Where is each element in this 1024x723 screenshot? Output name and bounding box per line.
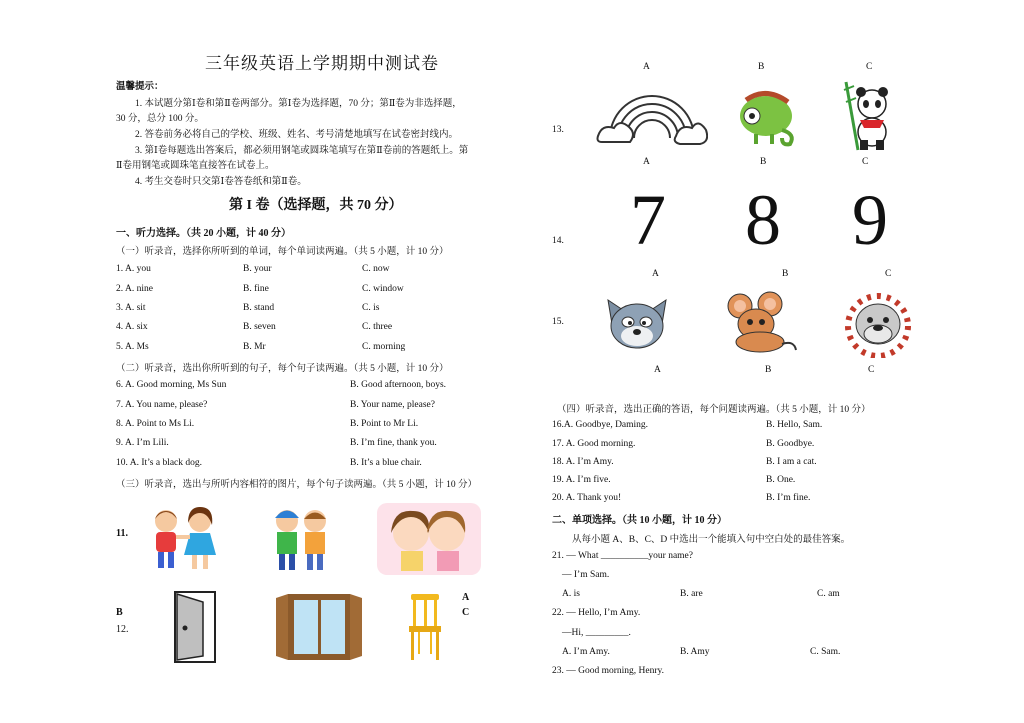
digit-nine: 9 <box>852 180 888 260</box>
option-a: 20. A. Thank you! <box>552 493 622 503</box>
option-b: B. Amy <box>680 647 710 657</box>
option-a: 3. A. sit <box>116 303 146 313</box>
option-a: 16.A. Goodbye, Daming. <box>552 420 649 430</box>
option-b: B. seven <box>243 322 276 332</box>
question-number: 12. <box>116 624 129 635</box>
page-title: 三年级英语上学期期中测试卷 <box>205 54 439 73</box>
option-b: B. Good afternoon, boys. <box>350 380 447 390</box>
option-a: 10. A. It’s a black dog. <box>116 458 203 468</box>
jerry-mouse-icon <box>720 290 798 356</box>
option-label: A <box>654 365 661 375</box>
option-label: B <box>760 157 767 167</box>
option-c: C. now <box>362 264 390 274</box>
option-c: C. is <box>362 303 380 313</box>
tip-line: 3. 第Ⅰ卷每题选出答案后，都必须用钢笔或圆珠笔填写在第Ⅱ卷前的答题纸上。第 <box>135 146 469 156</box>
option-a: 2. A. nine <box>116 284 153 294</box>
option-c: C. window <box>362 284 404 294</box>
question-23: 23. — Good morning, Henry. <box>552 666 665 676</box>
subsection-heading: （二）听录音，选出你所听到的句子，每个句子读两遍。（共 5 小题，计 10 分） <box>116 364 449 374</box>
chameleon-icon <box>732 86 800 148</box>
panda-icon <box>836 80 898 152</box>
option-a: 4. A. six <box>116 322 148 332</box>
section-heading: 一、听力选择。（共 20 小题，计 40 分） <box>116 228 291 239</box>
option-label: B <box>116 607 123 618</box>
option-label: B <box>765 365 772 375</box>
option-a: 5. A. Ms <box>116 342 149 352</box>
question-21: 21. — What __________your name? <box>552 551 693 561</box>
answer-line: —Hi, _________. <box>562 628 631 638</box>
option-b: B. fine <box>243 284 269 294</box>
option-c: C. am <box>817 589 840 599</box>
option-b: B. your <box>243 264 272 274</box>
question-number: 13. <box>552 125 564 135</box>
option-label: C <box>868 365 875 375</box>
tom-cat-icon <box>600 290 674 356</box>
option-c: C. three <box>362 322 393 332</box>
option-a: 8. A. Point to Ms Li. <box>116 419 195 429</box>
bulldog-icon <box>838 292 918 358</box>
option-a: A. is <box>562 589 580 599</box>
option-c: C. morning <box>362 342 406 352</box>
option-b: B. One. <box>766 475 796 485</box>
digit-eight: 8 <box>745 180 781 260</box>
option-b: B. Goodbye. <box>766 439 815 449</box>
option-b: B. stand <box>243 303 275 313</box>
option-label: B <box>758 62 765 72</box>
tip-line: Ⅱ卷用钢笔或圆珠笔直接答在试卷上。 <box>116 161 275 171</box>
subsection-heading: （四）听录音，选出正确的答语，每个问题读两遍。（共 5 小题，计 10 分） <box>557 405 871 415</box>
option-label: C <box>462 607 470 618</box>
tip-line: 2. 答卷前务必将自己的学校、班级、姓名、考号清楚地填写在试卷密封线内。 <box>135 130 459 140</box>
tip-line: 4. 考生交卷时只交第Ⅰ卷答卷纸和第Ⅱ卷。 <box>135 177 307 187</box>
section-heading: 二、单项选择。（共 10 小题，计 10 分） <box>552 515 727 526</box>
rainbow-icon <box>596 86 708 148</box>
tip-line: 30 分，总分 100 分。 <box>116 114 204 124</box>
part-title: 第 I 卷（选择题，共 70 分） <box>229 198 403 213</box>
question-number: 15. <box>552 317 564 327</box>
option-c: C. Sam. <box>810 647 841 657</box>
option-b: B. I’m fine. <box>766 493 811 503</box>
window-icon <box>274 592 364 662</box>
instruction-text: 从每小题 A、B、C、D 中选出一个能填入句中空白处的最佳答案。 <box>572 535 851 545</box>
option-a: 19. A. I’m five. <box>552 475 611 485</box>
question-number: 14. <box>552 236 564 246</box>
option-b: B. I am a cat. <box>766 457 817 467</box>
option-b: B. Your name, please? <box>350 400 435 410</box>
option-label: C <box>866 62 873 72</box>
tips-heading: 温馨提示： <box>116 82 164 92</box>
question-number: 11. <box>116 528 128 539</box>
subsection-heading: （三）听录音，选出与所听内容相符的图片，每个句子读两遍。（共 5 小题，计 10 分） <box>116 480 478 490</box>
answer-line: — I’m Sam. <box>562 570 610 580</box>
option-a: 17. A. Good morning. <box>552 439 636 449</box>
option-b: B. Point to Mr Li. <box>350 419 419 429</box>
subsection-heading: （一）听录音，选择你所听到的单词，每个单词读两遍。（共 5 小题，计 10 分） <box>116 247 449 257</box>
door-icon <box>173 590 219 664</box>
option-label: C <box>862 157 869 167</box>
option-a: 9. A. I’m Lili. <box>116 438 169 448</box>
option-label: B <box>782 269 789 279</box>
option-a: 18. A. I’m Amy. <box>552 457 614 467</box>
question-22: 22. — Hello, I’m Amy. <box>552 608 641 618</box>
option-b: B. are <box>680 589 703 599</box>
option-a: A. I’m Amy. <box>562 647 610 657</box>
option-label: A <box>652 269 659 279</box>
option-a: 1. A. you <box>116 264 151 274</box>
boys-picture-icon <box>265 503 337 575</box>
chair-icon <box>405 592 445 662</box>
option-label: C <box>885 269 892 279</box>
option-label: A <box>643 157 650 167</box>
option-label: A <box>462 592 470 603</box>
option-label: A <box>643 62 650 72</box>
option-b: B. It’s a blue chair. <box>350 458 422 468</box>
digit-seven: 7 <box>630 180 666 260</box>
children-picture-icon <box>144 503 224 575</box>
option-b: B. Hello, Sam. <box>766 420 823 430</box>
girls-picture-icon <box>377 503 481 575</box>
option-b: B. I’m fine, thank you. <box>350 438 437 448</box>
tip-line: 1. 本试题分第Ⅰ卷和第Ⅱ卷两部分。第Ⅰ卷为选择题，70 分；第Ⅱ卷为非选择题， <box>135 99 462 109</box>
option-b: B. Mr <box>243 342 266 352</box>
option-a: 7. A. You name, please? <box>116 400 208 410</box>
option-a: 6. A. Good morning, Ms Sun <box>116 380 227 390</box>
